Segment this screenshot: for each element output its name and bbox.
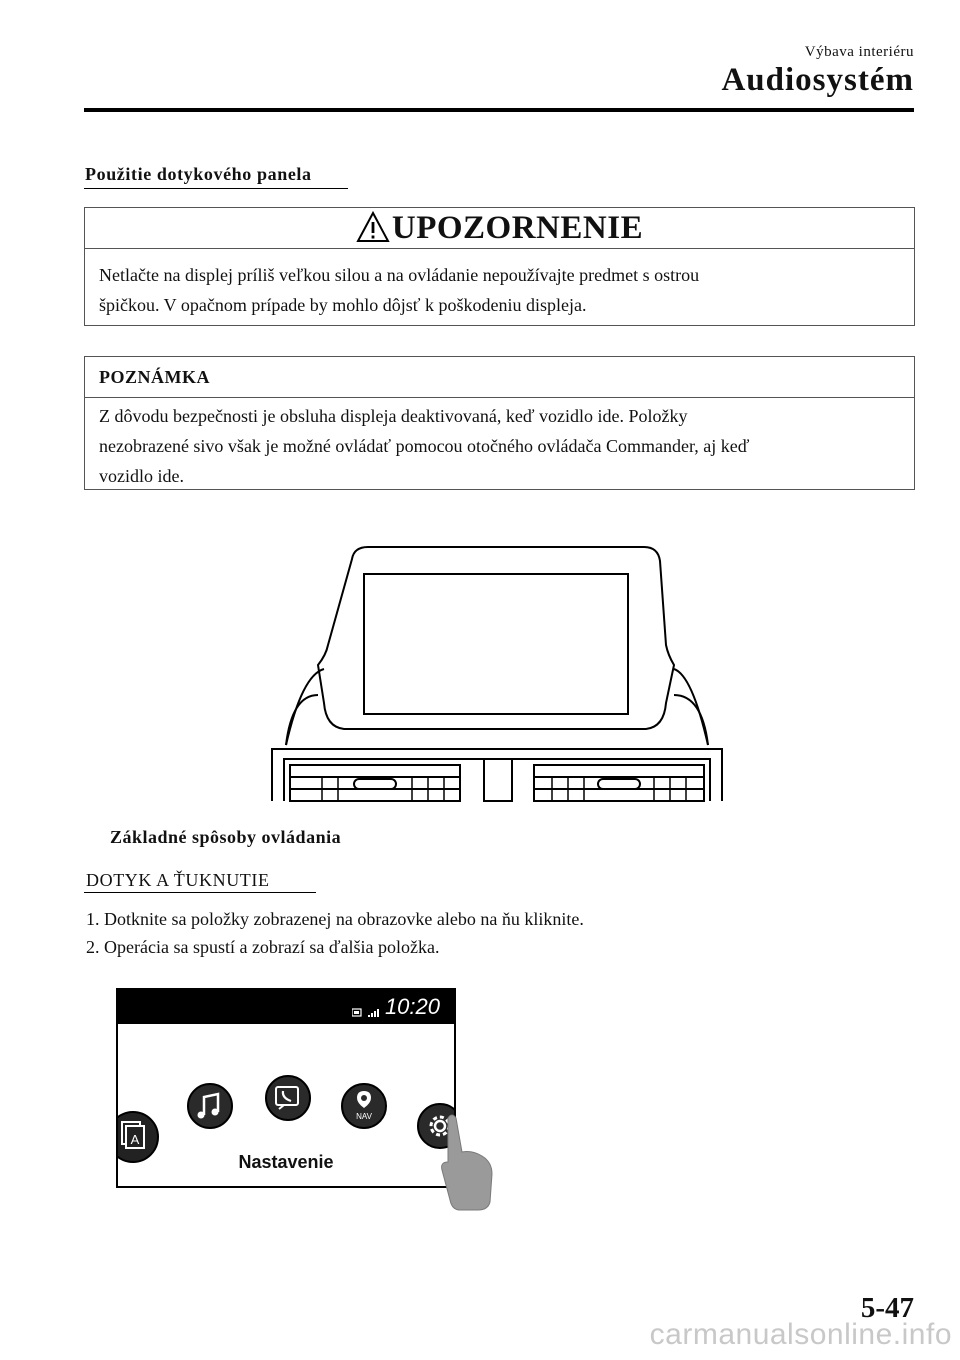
caution-title: UPOZORNENIE — [391, 209, 644, 246]
applications-badge: A — [130, 1132, 140, 1147]
caution-box — [84, 207, 915, 326]
dashboard-display-illustration — [262, 545, 732, 805]
phone-icon[interactable] — [264, 1074, 312, 1127]
caution-line: Netlačte na displej príliš veľkou silou a na ovládanie nepoužívajte predmet s ostrou — [99, 265, 700, 285]
clock: 10:20 — [384, 994, 440, 1019]
warning-icon — [356, 211, 390, 243]
signal-battery-icon — [352, 1008, 386, 1018]
caution-text — [99, 260, 899, 320]
step-1: 1. Dotknite sa položky zobrazenej na obrazovke alebo na ňu kliknite. — [86, 909, 584, 929]
section-heading-touch-panel: Použitie dotykového panela — [85, 164, 312, 184]
page-number: 5-47 — [860, 1292, 914, 1324]
settings-label: Nastavenie — [238, 1152, 334, 1172]
note-text — [99, 401, 907, 491]
caution-line: špičkou. V opačnom prípade by mohlo dôjsť k poškodeniu displeja. — [99, 295, 587, 315]
music-icon[interactable] — [186, 1082, 234, 1135]
note-line: Z dôvodu bezpečnosti je obsluha displeja deaktivovaná, keď vozidlo ide. Položky — [99, 406, 688, 426]
section-heading-underline — [84, 188, 348, 189]
chapter-name: Výbava interiéru — [804, 44, 914, 60]
note-line: vozidlo ide. — [99, 466, 184, 486]
note-line: nezobrazené sivo však je možné ovládať pomocou otočného ovládača Commander, aj keď — [99, 436, 750, 456]
section-heading-underline — [84, 892, 316, 893]
header-rule — [84, 108, 914, 112]
nav-badge: NAV — [356, 1112, 372, 1121]
note-box — [84, 356, 915, 490]
navigation-icon[interactable] — [340, 1082, 388, 1135]
status-bar — [118, 990, 454, 1024]
note-header — [85, 357, 914, 398]
finger-pointer-icon — [438, 1112, 498, 1212]
figure-caption: Základné spôsoby ovládania — [110, 827, 342, 847]
watermark: carmanualsonline.info — [649, 1318, 952, 1351]
section-heading-touch-tap: DOTYK A ŤUKNUTIE — [86, 870, 270, 890]
caution-header — [85, 208, 914, 249]
page-title: Audiosystém — [721, 62, 914, 98]
note-title: POZNÁMKA — [99, 366, 210, 387]
home-screen-illustration — [116, 988, 456, 1188]
step-2: 2. Operácia sa spustí a zobrazí sa ďalšia položka. — [86, 937, 440, 957]
